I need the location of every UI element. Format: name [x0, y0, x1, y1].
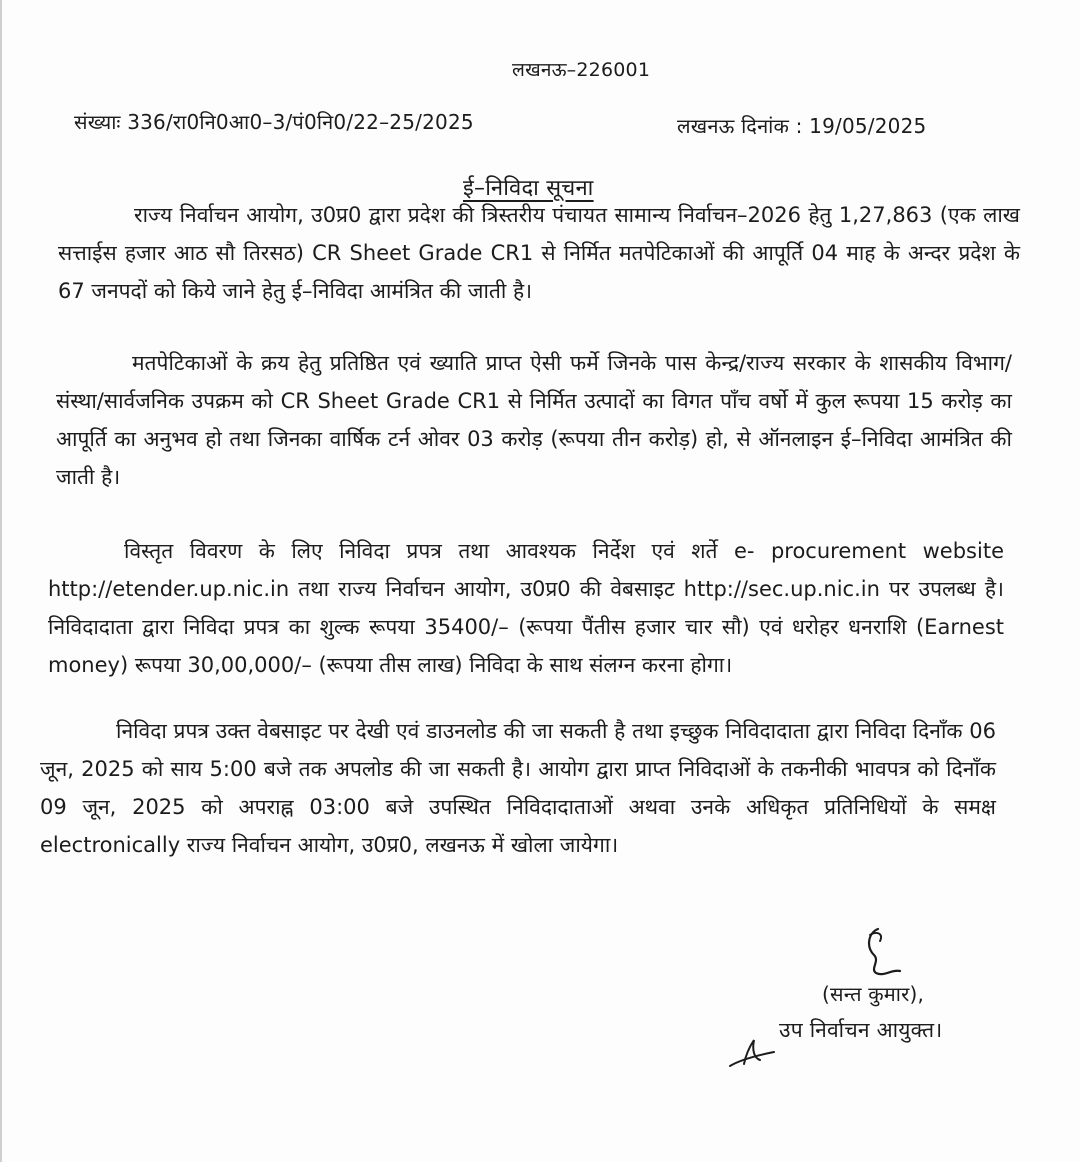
- notice-paragraph-4: [40, 712, 996, 864]
- reference-number: संख्याः 336/रा0नि0आ0–3/पं0नि0/22–25/2025: [74, 110, 474, 134]
- initials-mark: [724, 1030, 784, 1072]
- issue-date: लखनऊ दिनांक : 19/05/2025: [677, 114, 927, 138]
- notice-title: ई–निविदा सूचना: [463, 176, 594, 201]
- notice-paragraph-2: [56, 344, 1012, 496]
- notice-paragraph-3: [48, 532, 1004, 684]
- office-city-pincode: लखनऊ–226001: [512, 59, 651, 81]
- paragraph-text: राज्य निर्वाचन आयोग, उ0प्र0 द्वारा प्रदेश की त्रिस्तरीय पंचायत सामान्य निर्वाचन–2026 हेतु 1,27,863 (एक लाख सत्ताईस हजार आठ सौ तिरसठ) CR Sheet Grade CR1 से निर्मित मतपेटिकाओं की आपूर्ति 04 माह के अन्दर प्रदेश के 67 जनपदों को किये जाने हेतु ई–निविदा आमंत्रित की जाती है।: [58, 203, 1020, 303]
- signatory-name: (सन्त कुमार),: [822, 982, 925, 1006]
- handwritten-signature: [840, 925, 910, 980]
- notice-paragraph-1: [58, 196, 1020, 310]
- paragraph-text: विस्तृत विवरण के लिए निविदा प्रपत्र तथा आवश्यक निर्देश एवं शर्ते e- procurement website http://etender.up.nic.in तथा राज्य निर्वाचन आयोग, उ0प्र0 की वेबसाइट http://sec.up.nic.in पर उपलब्ध है। निविदादाता द्वारा निविदा प्रपत्र का शुल्क रूपया 35400/– (रूपया पैंतीस हजार चार सौ) एवं धरोहर धनराशि (Earnest money) रूपया 30,00,000/– (रूपया तीस लाख) निविदा के साथ संलग्न करना होगा।: [48, 539, 1004, 677]
- paragraph-text: मतपेटिकाओं के क्रय हेतु प्रतिष्ठित एवं ख्याति प्राप्त ऐसी फर्मे जिनके पास केन्द्र/राज्य सरकार के शासकीय विभाग/संस्था/सार्वजनिक उपक्रम को CR Sheet Grade CR1 से निर्मित उत्पादों का विगत पाँच वर्षो में कुल रूपया 15 करोड़ का आपूर्ति का अनुभव हो तथा जिनका वार्षिक टर्न ओवर 03 करोड़ (रूपया तीन करोड़) हो, से ऑनलाइन ई–निविदा आमंत्रित की जाती है।: [56, 351, 1012, 489]
- signatory-designation: उप निर्वाचन आयुक्त।: [779, 1018, 943, 1042]
- paragraph-text: निविदा प्रपत्र उक्त वेबसाइट पर देखी एवं डाउनलोड की जा सकती है तथा इच्छुक निविदादाता द्वारा निविदा दिनाँक 06 जून, 2025 को साय 5:00 बजे तक अपलोड की जा सकती है। आयोग द्वारा प्राप्त निविदाओं के तकनीकी भावपत्र को दिनाँक 09 जून, 2025 को अपराह्न 03:00 बजे उपस्थित निविदादाताओं अथवा उनके अधिकृत प्रतिनिधियों के समक्ष electronically राज्य निर्वाचन आयोग, उ0प्र0, लखनऊ में खोला जायेगा।: [40, 719, 996, 857]
